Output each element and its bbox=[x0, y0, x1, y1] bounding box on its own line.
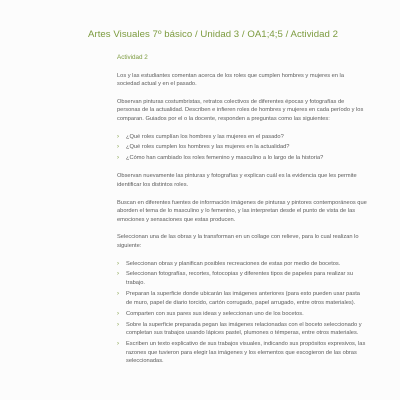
list-item bbox=[117, 321, 367, 338]
question-text: ¿Cómo han cambiado los roles femenino y masculino a lo largo de la historia? bbox=[126, 154, 324, 161]
step-text: Preparan la superficie donde ubicarán las imágenes anteriores (para esto pueden usar pasta de muro, papel de diario torcido, cartón corrugado, papel arrugado, entre otros materiales). bbox=[126, 291, 360, 306]
activity-title: Actividad 2 bbox=[117, 54, 148, 61]
question-list bbox=[117, 133, 367, 163]
chevron-right-icon: › bbox=[117, 144, 119, 151]
page-title: Artes Visuales 7º básico / Unidad 3 / OA1;4;5 / Actividad 2 bbox=[88, 29, 338, 40]
step-text: Sobre la superficie preparada pegan las imágenes relacionadas con el boceto seleccionado y completan sus trabajos usando lápices pastel, plumones o témperas, entre otros materiales. bbox=[126, 321, 362, 337]
chevron-right-icon: › bbox=[117, 341, 119, 348]
list-item bbox=[117, 270, 367, 287]
step-text: Seleccionan obras y planifican posibles recreaciones de estas por medio de bocetos. bbox=[126, 260, 341, 267]
step-text: Seleccionan fotografías, recortes, fotocopias y diferentes tipos de papeles para realizar su trabajo. bbox=[126, 271, 353, 287]
step-text: Escriben un texto explicativo de sus trabajos visuales, indicando sus propósitos expresivos, las razones que tuvieron para elegir las imágenes y los elementos que escogieron de las obras seleccionadas. bbox=[126, 341, 366, 365]
list-item bbox=[117, 340, 367, 366]
select-paragraph: Seleccionan una de las obras y la transforman en un collage con relieve, para lo cual realizan lo siguiente: bbox=[117, 234, 359, 249]
search-paragraph: Buscan en diferentes fuentes de información imágenes de pinturas y pintores contemporáneos que aborden el tema de lo masculino y lo femenino, y las interpretan desde el punto de vista de las emociones y sensaciones que estas producen. bbox=[117, 199, 367, 223]
step-list bbox=[117, 260, 367, 366]
list-item bbox=[117, 133, 367, 142]
list-item bbox=[117, 143, 367, 152]
intro-paragraph: Los y las estudiantes comentan acerca de los roles que cumplen hombres y mujeres en la sociedad actual y en el pasado. bbox=[117, 72, 344, 88]
question-text: ¿Qué roles cumplen los hombres y las mujeres en la actualidad? bbox=[126, 144, 290, 151]
chevron-right-icon: › bbox=[117, 271, 119, 278]
chevron-right-icon: › bbox=[117, 133, 119, 140]
observe-again-paragraph: Observan nuevamente las pinturas y fotografías y explican cuál es la evidencia que les permite identificar los distintos roles. bbox=[117, 173, 357, 188]
chevron-right-icon: › bbox=[117, 260, 119, 267]
list-item bbox=[117, 290, 367, 307]
question-text: ¿Qué roles cumplían los hombres y las mujeres en el pasado? bbox=[126, 133, 284, 140]
chevron-right-icon: › bbox=[117, 321, 119, 328]
chevron-right-icon: › bbox=[117, 310, 119, 317]
observe-paragraph: Observan pinturas costumbristas, retratos colectivos de diferentes épocas y fotografías de personas de la actualidad. Describen e infieren roles de hombres y mujeres en cada período y los comparan. Guiados por el o la docente, responden a preguntas como las siguientes: bbox=[117, 98, 364, 122]
list-item bbox=[117, 260, 367, 269]
chevron-right-icon: › bbox=[117, 154, 119, 161]
activity-content bbox=[117, 54, 367, 376]
list-item bbox=[117, 310, 367, 319]
chevron-right-icon: › bbox=[117, 291, 119, 298]
list-item bbox=[117, 154, 367, 163]
step-text: Comparten con sus pares sus ideas y seleccionan uno de los bocetos. bbox=[126, 310, 304, 317]
